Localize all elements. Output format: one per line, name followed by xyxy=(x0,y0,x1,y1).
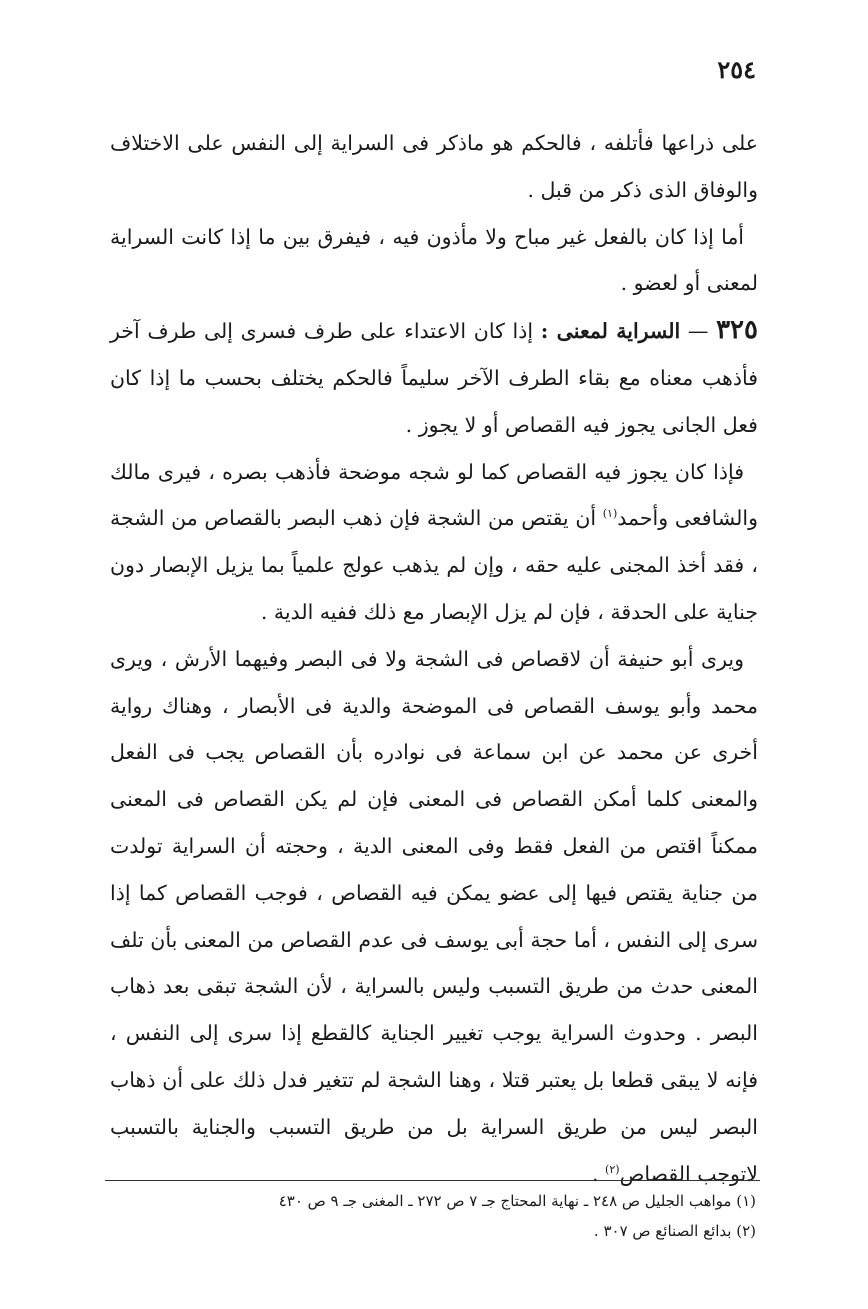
paragraph-4-part-2: أن يقتص من الشجة فإن ذهب البصر بالقصاص من الشجة ، فقد أخذ المجنى عليه حقه ، وإن لم يذهب عولج علمياً بما يزيل الإبصار دون جناية على الحدقة ، فإن لم يزل الإبصار مع ذلك ففيه الدية . xyxy=(110,506,758,624)
paragraph-1: على ذراعها فأتلفه ، فالحكم هو ماذكر فى السراية إلى النفس على الاختلاف والوفاق الذى ذكر من قبل . xyxy=(110,131,758,202)
page-number: ٢٥٤ xyxy=(717,55,756,84)
footnote-2: (٢) بدائع الصنائع ص ٣٠٧ . xyxy=(593,1222,756,1240)
footnote-ref-1: (١) xyxy=(602,507,618,521)
paragraph-5-text: ويرى أبو حنيفة أن لاقصاص فى الشجة ولا فى البصر وفيهما الأرش ، ويرى محمد وأبو يوسف القصاص فى الموضحة والدية فى الأبصار ، وهناك رواية أخرى عن محمد عن ابن سماعة فى نوادره بأن القصاص يجب فى الفعل والمعنى كلما أمكن القصاص فى المعنى فإن لم يكن القصاص فى المعنى ممكناً اقتص من الفعل فقط وفى المعنى الدية ، وحجته أن السراية تولدت من جناية يقتص فيها إلى عضو يمكن فيه القصاص ، فوجب القصاص كما إذا سرى إلى النفس ، أما حجة أبى يوسف فى عدم القصاص من المعنى بأن تلف المعنى حدث من طريق التسبب وليس بالسراية ، لأن الشجة تبقى بعد ذهاب البصر . وحدوث السراية يوجب تغيير الجناية كالقطع إذا سرى إلى النفس ، فإنه لا يبقى قطعا بل يعتبر قتلا ، وهنا الشجة لم تتغير فدل ذلك على أن ذهاب البصر ليس من طريق السراية بل من طريق التسبب والجناية بالتسبب لاتوجب القصاص xyxy=(110,646,758,1186)
section-number: ٣٢٥ xyxy=(716,315,758,346)
section-heading: السراية لمعنى : xyxy=(540,319,681,344)
body-text xyxy=(110,120,758,1197)
footnote-1: (١) مواهب الجليل ص ٢٤٨ ـ نهاية المحتاج جـ ٧ ص ٢٧٢ ـ المغنى جـ ٩ ص ٤٣٠ xyxy=(278,1192,756,1210)
footnotes xyxy=(106,1186,756,1246)
paragraph-2: أما إذا كان بالفعل غير مباح ولا مأذون فيه ، فيفرق بين ما إذا كانت السراية لمعنى أو لعضو . xyxy=(110,224,758,296)
section-dash: — xyxy=(680,319,717,344)
section-text: إذا كان الاعتداء على طرف فسرى إلى طرف آخر فأذهب معناه مع بقاء الطرف الآخر سليماً فالحكم يختلف بحسب ما إذا كان فعل الجانى يجوز فيه القصاص أو لا يجوز . xyxy=(110,319,758,437)
section-325 xyxy=(110,307,758,448)
paragraph-5 xyxy=(110,636,758,1198)
paragraph-5-end: . xyxy=(592,1161,606,1186)
footnote-divider xyxy=(105,1180,760,1181)
footnote-ref-2: (٢) xyxy=(605,1162,620,1176)
paragraph-4 xyxy=(110,449,758,636)
paragraph-4-part-1: فإذا كان يجوز فيه القصاص كما لو شجه موضحة فأذهب بصره ، فيرى مالك والشافعى وأحمد xyxy=(110,459,758,531)
